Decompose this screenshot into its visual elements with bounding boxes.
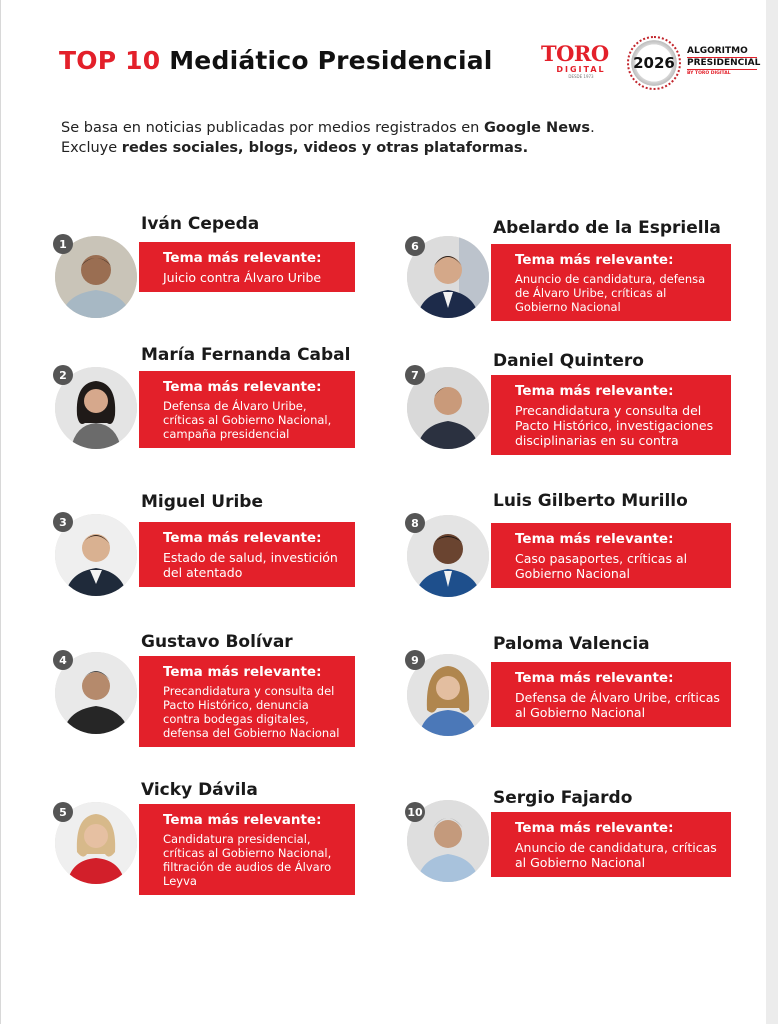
topic-text: Precandidatura y consulta del Pacto Histórico, investigaciones disciplinarias en su contra	[515, 403, 714, 448]
candidate-name: Luis Gilberto Murillo	[493, 491, 688, 511]
algoritmo-line2: PRESIDENCIAL	[687, 58, 761, 68]
topic-label: Tema más relevante:	[515, 531, 674, 547]
topic-box	[139, 656, 355, 747]
topic-box	[491, 375, 731, 455]
topic-label: Tema más relevante:	[515, 670, 674, 686]
topic-text: Defensa de Álvaro Uribe, críticas al Gobierno Nacional	[515, 690, 720, 720]
topic-label: Tema más relevante:	[163, 250, 322, 266]
topic-label: Tema más relevante:	[515, 252, 674, 268]
topic-label: Tema más relevante:	[515, 820, 674, 836]
toro-logo-sub: DIGITAL	[556, 65, 606, 74]
candidate-card-7	[407, 351, 737, 471]
candidate-name: María Fernanda Cabal	[141, 345, 351, 365]
candidate-card-2	[55, 345, 385, 465]
topic-box	[139, 371, 355, 448]
seal-2026-logo	[627, 36, 681, 90]
topic-label: Tema más relevante:	[163, 812, 322, 828]
rank-badge: 2	[53, 365, 73, 385]
topic-text: Anuncio de candidatura, críticas al Gobierno Nacional	[515, 840, 717, 870]
candidate-name: Paloma Valencia	[493, 634, 650, 654]
candidate-name: Miguel Uribe	[141, 492, 264, 512]
topic-text: Caso pasaportes, críticas al Gobierno Nacional	[515, 551, 688, 581]
algoritmo-line1: ALGORITMO	[687, 46, 748, 56]
candidate-name: Iván Cepeda	[141, 214, 260, 234]
intro-exclusions: redes sociales, blogs, videos y otras plataformas.	[121, 140, 529, 156]
rank-badge: 7	[405, 365, 425, 385]
topic-text: Juicio contra Álvaro Uribe	[163, 270, 322, 285]
candidate-name: Sergio Fajardo	[493, 788, 633, 808]
rank-badge: 10	[405, 802, 425, 822]
candidate-card-10	[407, 788, 737, 908]
topic-label: Tema más relevante:	[515, 383, 674, 399]
candidate-card-9	[407, 634, 737, 754]
candidate-name: Vicky Dávila	[141, 780, 258, 800]
topic-text: Defensa de Álvaro Uribe, críticas al Gobierno Nacional, campaña presidencial	[163, 399, 332, 441]
topic-label: Tema más relevante:	[163, 530, 322, 546]
seal-year: 2026	[633, 54, 675, 72]
page-title	[59, 46, 493, 75]
candidate-name: Gustavo Bolívar	[141, 632, 293, 652]
candidate-card-8	[407, 491, 737, 611]
candidate-card-6	[407, 218, 737, 338]
topic-box	[139, 242, 355, 292]
rank-badge: 5	[53, 802, 73, 822]
candidate-card-4	[55, 632, 385, 752]
intro-line1-text: Se basa en noticias publicadas por medios registrados en	[61, 120, 484, 136]
rank-badge: 1	[53, 234, 73, 254]
candidate-card-3	[55, 492, 385, 612]
rank-badge: 8	[405, 513, 425, 533]
rank-badge: 3	[53, 512, 73, 532]
intro-line-1	[61, 118, 595, 138]
topic-label: Tema más relevante:	[163, 379, 322, 395]
intro-line2-text: Excluye	[61, 140, 122, 156]
topic-box	[491, 523, 731, 588]
candidate-card-1	[55, 214, 385, 334]
candidate-name: Abelardo de la Espriella	[493, 218, 721, 238]
topic-text: Estado de salud, investición del atentado	[163, 550, 338, 580]
topic-text: Candidatura presidencial, críticas al Gobierno Nacional, filtración de audios de Álvaro Leyva	[163, 832, 332, 888]
topic-box	[491, 244, 731, 321]
toro-digital-logo	[541, 41, 621, 84]
topic-text: Anuncio de candidatura, defensa de Álvaro Uribe, críticas al Gobierno Nacional	[515, 272, 706, 314]
topic-box	[139, 804, 355, 895]
intro-google-news: Google News	[484, 120, 591, 136]
title-accent: TOP 10	[59, 46, 161, 75]
toro-logo-main: TORO	[541, 41, 609, 66]
rank-badge: 6	[405, 236, 425, 256]
intro-line-2	[61, 138, 595, 158]
title-text: Mediático Presidencial	[169, 46, 493, 75]
algoritmo-line3: BY TORO DIGITAL	[687, 71, 731, 76]
toro-logo-tagline: DESDE 1973	[568, 74, 594, 79]
topic-text: Precandidatura y consulta del Pacto Histórico, denuncia contra bodegas digitales, defensa del Gobierno Nacional	[163, 684, 340, 740]
candidate-card-5	[55, 780, 385, 900]
topic-box	[139, 522, 355, 587]
topic-box	[491, 662, 731, 727]
algoritmo-presidencial-logo	[687, 46, 761, 77]
candidate-name: Daniel Quintero	[493, 351, 644, 371]
topic-box	[491, 812, 731, 877]
rank-badge: 9	[405, 650, 425, 670]
intro-text	[61, 118, 595, 158]
intro-line1-end: .	[590, 120, 595, 136]
rank-badge: 4	[53, 650, 73, 670]
topic-label: Tema más relevante:	[163, 664, 322, 680]
